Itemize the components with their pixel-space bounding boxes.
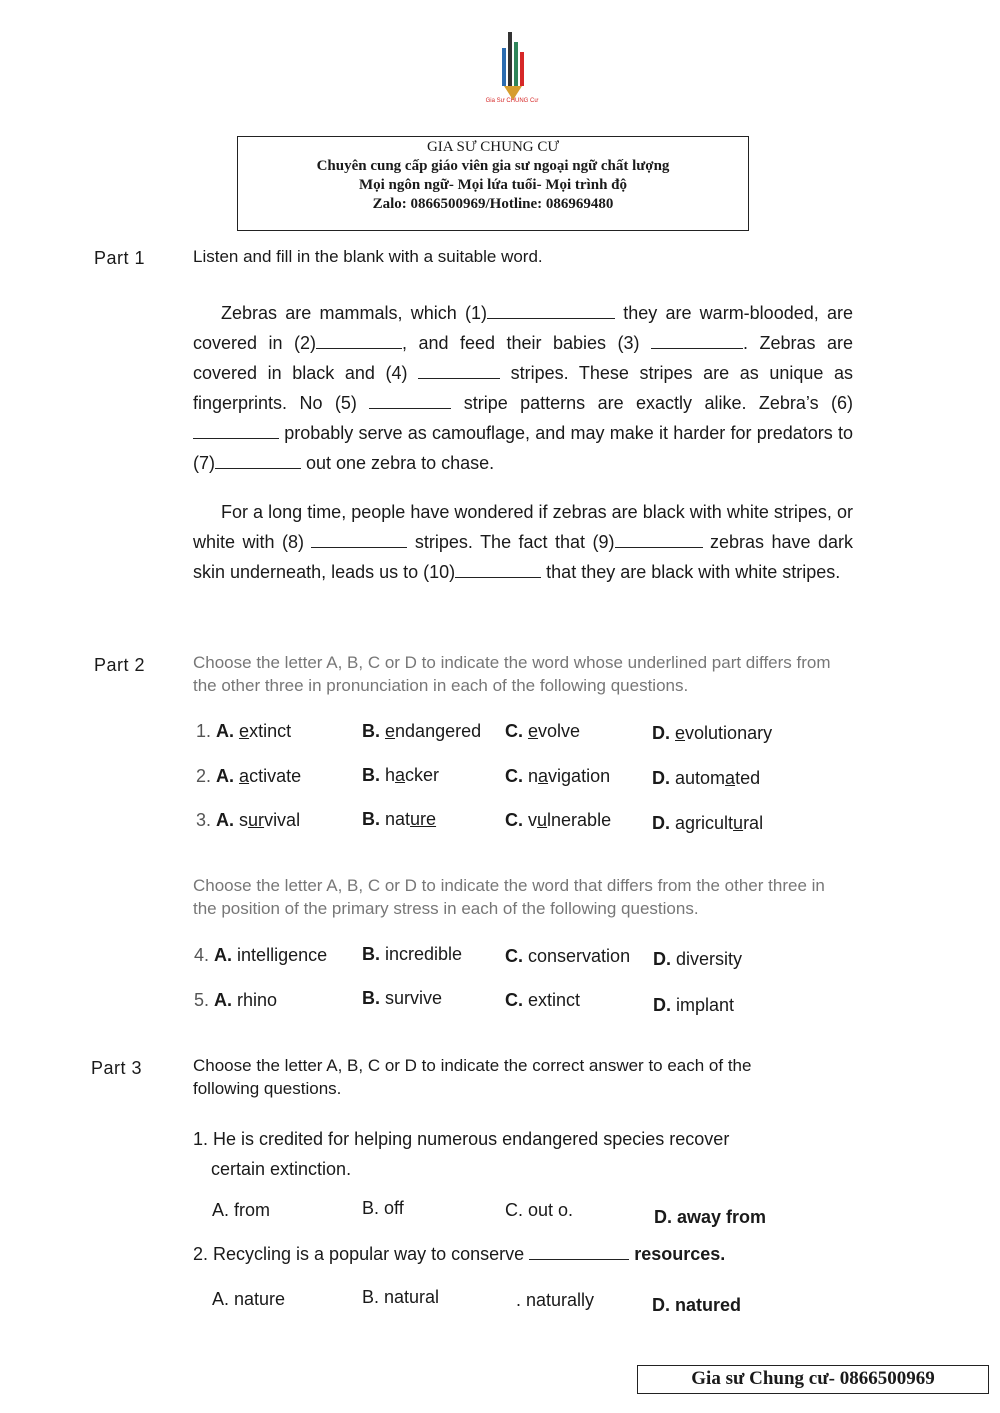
part2-label: Part 2 [94, 655, 146, 675]
part1-instruction: Listen and fill in the blank with a suitable word. [193, 247, 543, 266]
q4-option-b[interactable]: B. incredible [362, 944, 463, 964]
part2-instruction-1: Choose the letter A, B, C or D to indicate the word whose underlined part differs from the other three in pronunciation in each of the following questions. [193, 653, 831, 695]
q4-option-a[interactable]: 4. A. intelligence [194, 945, 328, 965]
q3-option-b[interactable]: B. nature [362, 809, 437, 829]
p2-seg-1: For a long time, people have wondered if zebras are black with white stripes, or white with (8) [193, 502, 853, 552]
part2-instruction-2: Choose the letter A, B, C or D to indicate the word that differs from the other three in the position of the primary stress in each of the following questions. [193, 876, 825, 918]
q4-option-c[interactable]: C. conservation [505, 946, 631, 966]
blank-6[interactable] [193, 424, 279, 439]
blank-7[interactable] [215, 454, 301, 469]
p3-q2-option-c[interactable]: . naturally [516, 1290, 595, 1310]
blank-3[interactable] [651, 334, 743, 349]
blank-9[interactable] [615, 533, 703, 548]
p3-q2-option-a[interactable]: A. nature [212, 1289, 286, 1309]
p1-seg-1: Zebras are mammals, which (1) [221, 303, 487, 323]
blank-8[interactable] [311, 533, 407, 548]
p3-q1-option-c[interactable]: C. out o. [505, 1200, 574, 1220]
p2-seg-4: that they are black with white stripes. [541, 562, 841, 582]
q2-option-d[interactable]: D. automated [652, 768, 761, 788]
q5-option-b[interactable]: B. survive [362, 988, 443, 1008]
p3-q1-line-1: 1. He is credited for helping numerous endangered species recover [193, 1129, 730, 1149]
q2-option-b[interactable]: B. hacker [362, 765, 440, 785]
blank-4[interactable] [418, 364, 500, 379]
blank-2[interactable] [316, 334, 402, 349]
q2-option-c[interactable]: C. navigation [505, 766, 611, 786]
logo-text: Gia Sư CHUNG Cư [485, 98, 539, 104]
p1-seg-5: stripes. These stripes are as unique as fingerprints. No (5) [193, 363, 853, 413]
footer-box: Gia sư Chung cư- 0866500969 [637, 1365, 989, 1394]
part1-label: Part 1 [94, 248, 146, 268]
q1-option-a[interactable]: 1. A. extinct [196, 721, 292, 741]
q5-option-d[interactable]: D. implant [653, 995, 735, 1015]
p2-seg-2: stripes. The fact that (9) [407, 532, 615, 552]
blank-5[interactable] [369, 394, 451, 409]
blank-10[interactable] [455, 563, 541, 578]
header-line-2: Mọi ngôn ngữ- Mọi lứa tuổi- Mọi trình độ [358, 177, 627, 193]
logo [478, 30, 544, 110]
q2-option-a[interactable]: 2. A. activate [196, 766, 302, 786]
p1-seg-4: . Zebras are covered in black and (4) [193, 333, 853, 383]
q5-option-a[interactable]: 5. A. rhino [194, 990, 278, 1010]
q4-option-d[interactable]: D. diversity [653, 949, 743, 969]
p1-seg-8: out one zebra to chase. [301, 453, 495, 473]
q1-option-d[interactable]: D. evolutionary [652, 723, 773, 743]
q5-option-c[interactable]: C. extinct [505, 990, 581, 1010]
p3-q2-text: 2. Recycling is a popular way to conserve resources. [193, 1244, 726, 1264]
p1-seg-2: they are warm-blooded, are covered in (2) [193, 303, 853, 353]
p1-seg-7: probably serve as camouflage, and may make it harder for predators to (7) [193, 423, 853, 473]
header-box [237, 136, 749, 231]
p2-seg-3: zebras have dark skin underneath, leads us to (10) [193, 532, 853, 582]
header-line-1: Chuyên cung cấp giáo viên gia sư ngoại ngữ chất lượng [316, 158, 670, 174]
p3-q1-option-d[interactable]: D. away from [654, 1207, 767, 1227]
p1-seg-3: , and feed their babies (3) [402, 333, 651, 353]
header-title: GIA SƯ CHUNG CƯ [426, 139, 560, 155]
part1-paragraph-1 [193, 298, 853, 478]
p3-q1-text [193, 1124, 813, 1184]
p3-q2-option-b[interactable]: B. natural [362, 1287, 440, 1307]
header-line-3: Zalo: 0866500969/Hotline: 086969480 [372, 196, 614, 212]
q3-option-d[interactable]: D. agricultural [652, 813, 764, 833]
p3-q2-blank[interactable] [529, 1245, 629, 1260]
q1-option-c[interactable]: C. evolve [505, 721, 581, 741]
part3-label: Part 3 [91, 1058, 143, 1078]
p3-q1-option-a[interactable]: A. from [212, 1200, 271, 1220]
blank-1[interactable] [487, 304, 615, 319]
q3-option-a[interactable]: 3. A. survival [196, 810, 301, 830]
p3-q1-option-b[interactable]: B. off [362, 1198, 404, 1218]
p3-q2-option-d[interactable]: D. natured [652, 1295, 742, 1315]
part1-paragraph-2 [193, 497, 853, 587]
part3-instruction: Choose the letter A, B, C or D to indicate the correct answer to each of the following questions. [193, 1056, 752, 1098]
q1-option-b[interactable]: B. endangered [362, 721, 482, 741]
q3-option-c[interactable]: C. vulnerable [505, 810, 612, 830]
p3-q1-line-2: certain extinction. [211, 1159, 352, 1179]
p1-seg-6: stripe patterns are exactly alike. Zebra’s (6) [451, 393, 853, 413]
